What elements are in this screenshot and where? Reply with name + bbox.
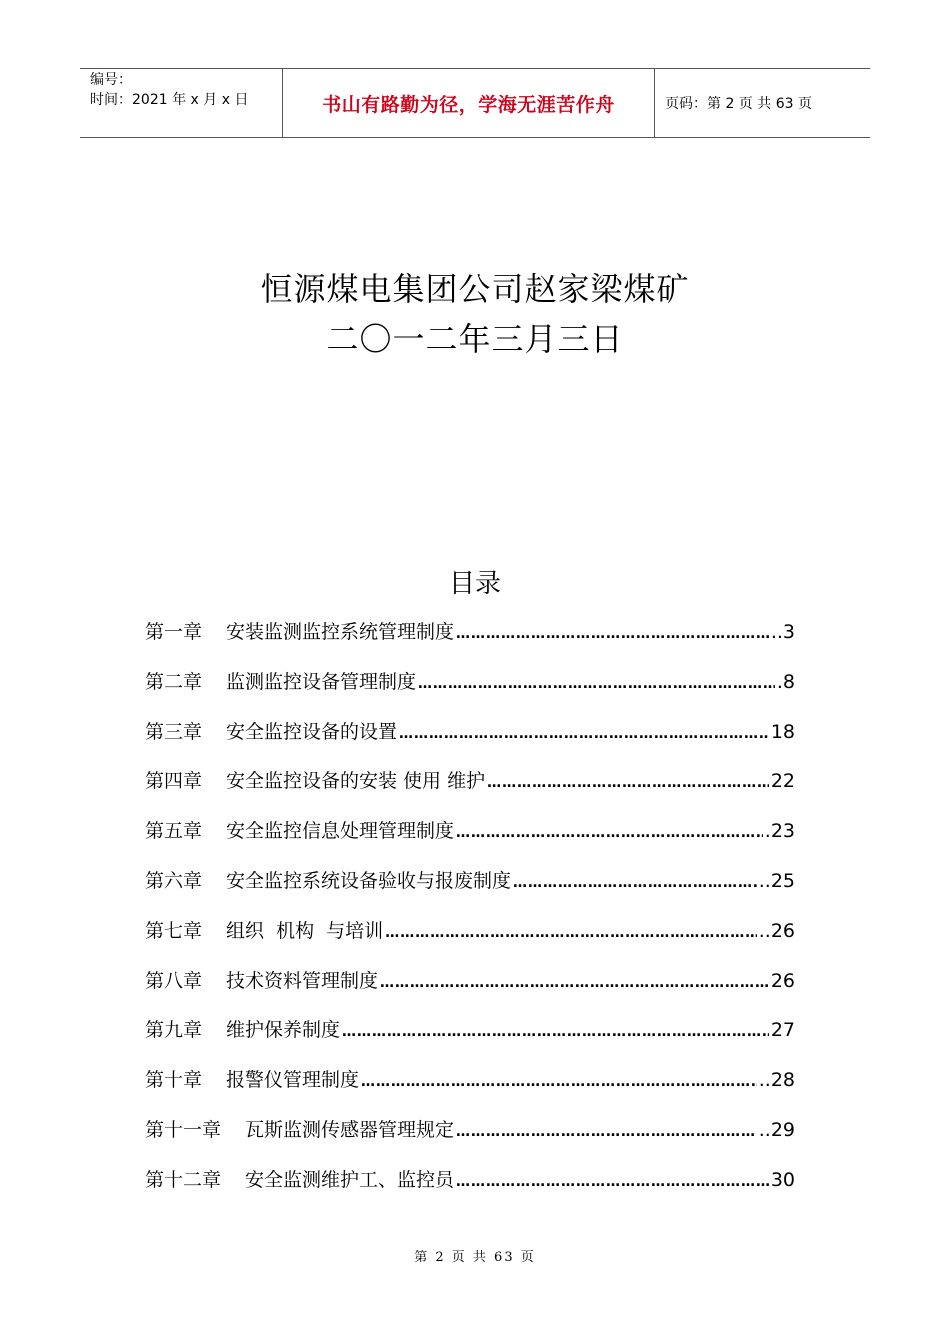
toc-leader-dots (456, 1166, 769, 1198)
toc-leader-dots (418, 668, 775, 700)
document-time-label: 时间：2021 年 x 月 x 日 (90, 92, 249, 108)
toc-chapter: 第十章 (145, 1069, 203, 1092)
toc-page: ..25 (758, 869, 795, 892)
toc-page: ..26 (758, 919, 795, 942)
toc-entry[interactable] (145, 815, 795, 865)
toc-page: 26 (770, 969, 795, 992)
toc-leader-dots (380, 967, 769, 999)
toc-title: 技术资料管理制度 (226, 969, 379, 992)
toc-title: 安装监测监控系统管理制度 (226, 621, 455, 643)
header-page-code: 页码：第 2 页 共 63 页 (665, 96, 812, 112)
toc-page: .8 (776, 670, 795, 693)
toc-entry[interactable] (145, 765, 795, 815)
document-number-label: 编号： (90, 72, 132, 88)
toc-page: 18 (770, 720, 795, 743)
toc-entry[interactable] (145, 965, 795, 1015)
toc-title: 维护保养制度 (226, 1019, 341, 1042)
toc-leader-dots (456, 1116, 757, 1148)
toc-leader-dots (456, 618, 769, 650)
toc-page: 27 (770, 1019, 795, 1042)
toc-chapter: 第四章 (145, 770, 203, 793)
toc-title: 安全监控系统设备验收与报废制度 (226, 869, 512, 892)
toc-entry[interactable] (145, 915, 795, 965)
page-footer: 第 2 页 共 63 页 (414, 1250, 536, 1265)
toc-entry[interactable] (145, 1164, 795, 1214)
toc-page: ..29 (758, 1118, 795, 1141)
toc-page: 22 (770, 770, 795, 793)
toc-chapter: 第十二章 (145, 1168, 222, 1191)
toc-title: 安全监测维护工、监控员 (245, 1168, 455, 1191)
toc-chapter: 第九章 (145, 1019, 203, 1042)
toc-title: 报警仪管理制度 (226, 1069, 360, 1092)
toc-title: 安全监控设备的设置 (226, 720, 398, 743)
toc-page: ..28 (758, 1069, 795, 1092)
header-table (80, 68, 870, 138)
toc-chapter: 第一章 (145, 621, 203, 643)
toc-title: 监测监控设备管理制度 (226, 670, 417, 693)
toc-leader-dots (385, 917, 757, 949)
toc-leader-dots (513, 867, 757, 899)
toc-entry[interactable] (145, 1064, 795, 1114)
toc-title: 安全监控信息处理管理制度 (226, 820, 455, 843)
toc-heading: 目录 (448, 569, 501, 599)
toc-chapter: 第十一章 (145, 1118, 222, 1141)
toc-entry[interactable] (145, 1014, 795, 1064)
toc-chapter: 第六章 (145, 869, 203, 892)
toc-entry[interactable] (145, 616, 795, 666)
header-meta-cell (80, 69, 283, 137)
toc-page: 30 (770, 1168, 795, 1191)
toc-chapter: 第五章 (145, 820, 203, 843)
toc-entry[interactable] (145, 865, 795, 915)
toc-page: ..3 (770, 621, 795, 643)
document-title: 恒源煤电集团公司赵家梁煤矿 (260, 270, 690, 308)
toc-chapter: 第八章 (145, 969, 203, 992)
toc-chapter: 第七章 (145, 919, 203, 942)
header-motto-cell (283, 69, 655, 137)
toc-leader-dots (399, 718, 769, 750)
toc-page: .23 (764, 820, 795, 843)
header-motto: 书山有路勤为径，学海无涯苦作舟 (322, 93, 615, 116)
toc-leader-dots (487, 767, 769, 799)
toc-title: 组织 机构 与培训 (226, 919, 384, 942)
toc-leader-dots (456, 817, 763, 849)
toc-entry[interactable] (145, 1114, 795, 1164)
toc-chapter: 第三章 (145, 720, 203, 743)
toc-entry[interactable] (145, 716, 795, 766)
toc-title: 瓦斯监测传感器管理规定 (245, 1118, 455, 1141)
table-of-contents (145, 616, 795, 1214)
header-page-cell (655, 69, 870, 137)
toc-entry[interactable] (145, 666, 795, 716)
toc-chapter: 第二章 (145, 670, 203, 693)
document-date: 二〇一二年三月三日 (326, 320, 624, 358)
toc-title: 安全监控设备的安装 使用 维护 (226, 770, 486, 793)
toc-leader-dots (342, 1016, 769, 1048)
toc-leader-dots (361, 1066, 757, 1098)
